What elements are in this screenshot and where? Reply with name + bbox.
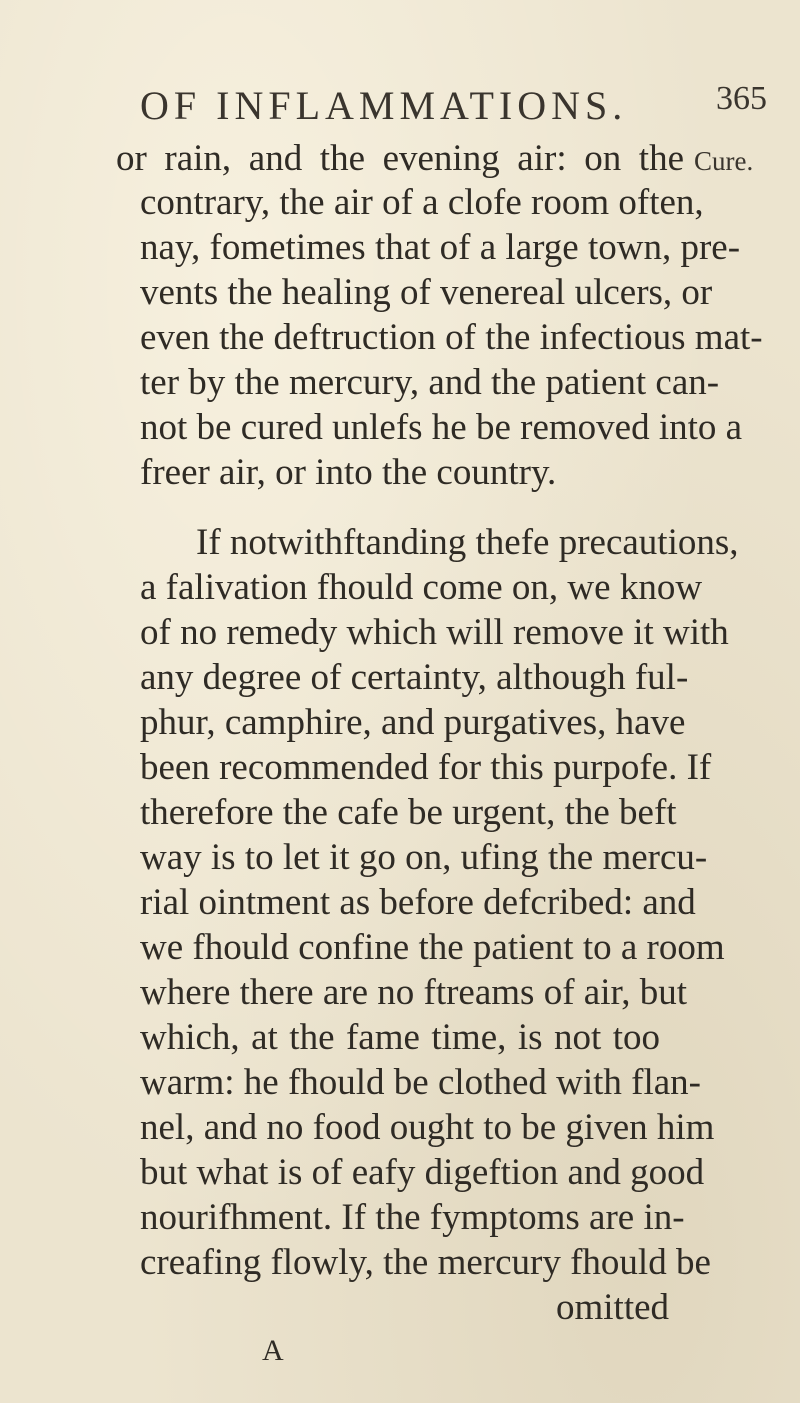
signature-mark: A (262, 1334, 284, 1367)
text-line: therefore the cafe be urgent, the beft (140, 792, 677, 833)
text-line: rial ointment as before defcribed: and (140, 882, 696, 923)
text-line: been recommended for this purpofe. If (140, 747, 712, 788)
page-number: 365 (716, 80, 767, 117)
text-line: of no remedy which will remove it with (140, 612, 729, 653)
text-line: nay, fometimes that of a large town, pre- (140, 227, 741, 268)
text-line: which, at the fame time, is not too (140, 1017, 660, 1058)
text-line: warm: he fhould be clothed with flan- (140, 1062, 701, 1103)
text-line: contrary, the air of a clofe room often, (140, 182, 704, 223)
text-line: even the deftruction of the infectious mat- (140, 317, 763, 358)
text-line: ter by the mercury, and the patient can- (140, 362, 720, 403)
text-line: a falivation fhould come on, we know (140, 567, 703, 608)
text-line: freer air, or into the country. (140, 452, 557, 493)
text-line: creafing flowly, the mercury fhould be (140, 1242, 711, 1283)
text-line: not be cured unlefs he be removed into a (140, 407, 743, 448)
text-line: or rain, and the evening air: on the (116, 138, 684, 179)
text-line: we fhould confine the patient to a room (140, 927, 725, 968)
text-line: nel, and no food ought to be given him (140, 1107, 715, 1148)
text-line: vents the healing of venereal ulcers, or (140, 272, 713, 313)
text-line: way is to let it go on, ufing the mercu- (140, 837, 708, 878)
text-line: but what is of eafy digeftion and good (140, 1152, 705, 1193)
margin-note: Cure. (694, 146, 754, 176)
text-line: where there are no ftreams of air, but (140, 972, 688, 1013)
running-head: OF INFLAMMATIONS. (140, 83, 628, 128)
text-line: If notwithftanding thefe precautions, (196, 522, 739, 563)
text-line: phur, camphire, and purgatives, have (140, 702, 686, 743)
catchword: omitted (556, 1287, 670, 1328)
text-line: any degree of certainty, although ful- (140, 657, 689, 698)
text-line: nourifhment. If the fymptoms are in- (140, 1197, 685, 1238)
